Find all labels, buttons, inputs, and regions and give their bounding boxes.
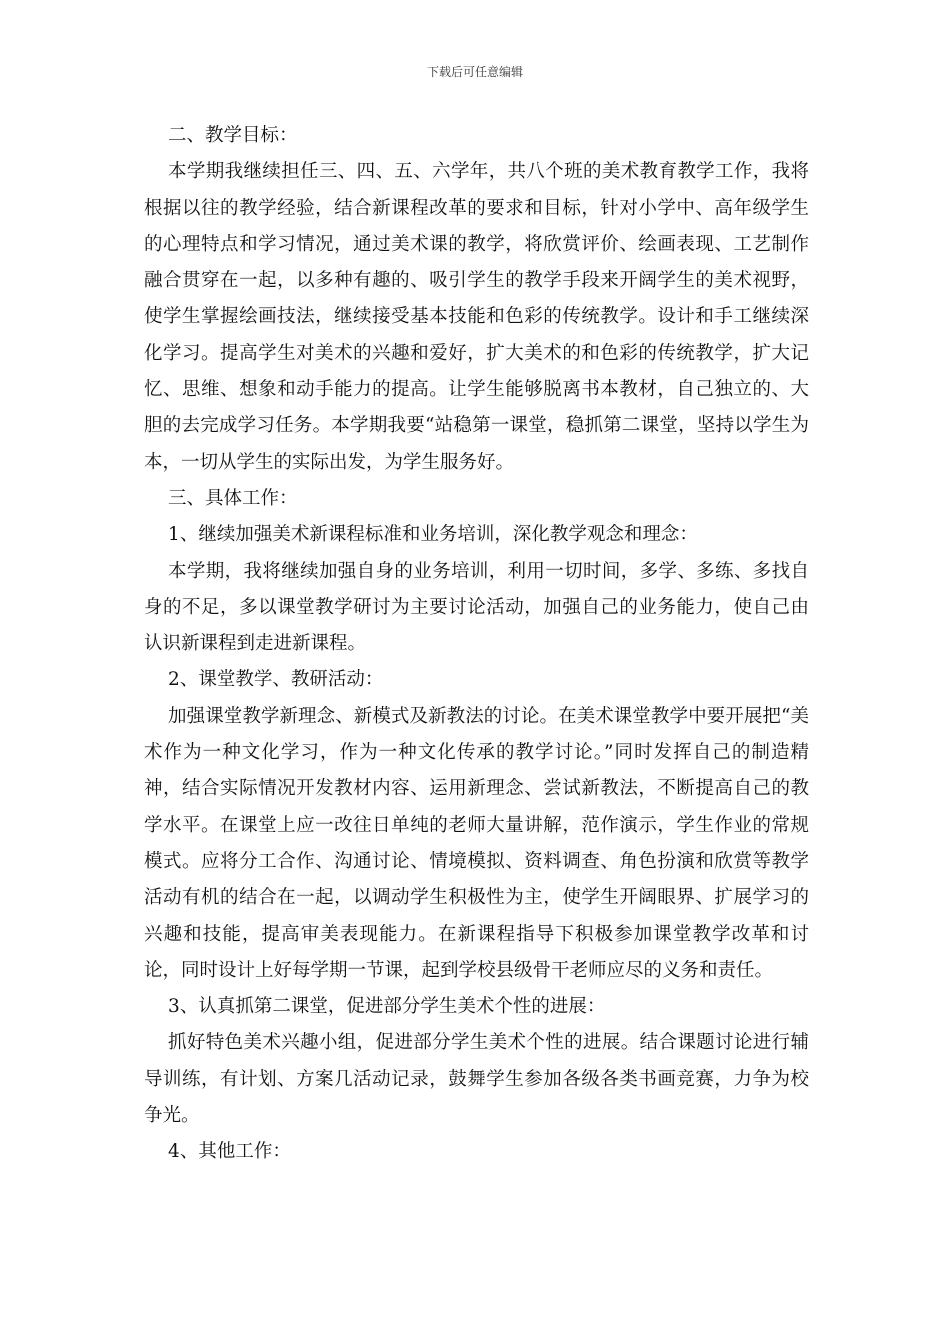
paragraph-item-3: 抓好特色美术兴趣小组，促进部分学生美术个性的进展。结合课题讨论进行辅导训练，有计划、方案几活动记录，鼓舞学生参加各级各类书画竞赛，力争为校争光。: [144, 1032, 809, 1127]
item-heading-4: 4、其他工作：: [168, 1141, 291, 1163]
paragraph-teaching-goals: 本学期我继续担任三、四、五、六学年，共八个班的美术教育教学工作，我将根据以往的教学经验，结合新课程改革的要求和目标，针对小学中、高年级学生的心理特点和学习情况，通过美术课的教学，将欣赏评价、绘画表现、工艺制作融合贯穿在一起，以多种有趣的、吸引学生的教学手段来开阔学生的美术视野，使学生掌握绘画技法，继续接受基本技能和色彩的传统教学。设计和手工继续深化学习。提高学生对美术的兴趣和爱好，扩大美术的和色彩的传统教学，扩大记忆、思维、想象和动手能力的提高。让学生能够脱离书本教材，自己独立的、大胆的去完成学习任务。本学期我要“站稳第一课堂，稳抓第二课堂，坚持以学生为本，一切从学生的实际出发，为学生服务好。: [144, 161, 809, 473]
document-body: [144, 118, 809, 1171]
page-header-note: 下载后可任意编辑: [426, 65, 523, 79]
item-heading-1: 1、继续加强美术新课程标准和业务培训，深化教学观念和理念：: [168, 524, 698, 546]
section-heading-specific-work: 三、具体工作：: [168, 487, 298, 509]
paragraph-item-2: 加强课堂教学新理念、新模式及新教法的讨论。在美术课堂教学中要开展把“美术作为一种文化学习，作为一种文化传承的教学讨论。”同时发挥自己的制造精神，结合实际情况开发教材内容、运用新理念、尝试新教法，不断提高自己的教学水平。在课堂上应一改往日单纯的老师大量讲解，范作演示，学生作业的常规模式。应将分工合作、沟通讨论、情境模拟、资料调查、角色扮演和欣赏等教学活动有机的结合在一起，以调动学生积极性为主，使学生开阔眼界、扩展学习的兴趣和技能，提高审美表现能力。在新课程指导下积极参加课堂教学改革和讨论，同时设计上好每学期一节课，起到学校县级骨干老师应尽的义务和责任。: [144, 705, 809, 981]
section-heading-teaching-goals: 二、教学目标：: [168, 125, 298, 146]
item-heading-2: 2、课堂教学、教研活动：: [168, 669, 384, 691]
paragraph-item-1: 本学期，我将继续加强自身的业务培训，利用一切时间，多学、多练、多找自身的不足，多以课堂教学研讨为主要讨论活动，加强自己的业务能力，使自己由认识新课程到走进新课程。: [144, 560, 809, 655]
item-heading-3: 3、认真抓第二课堂，促进部分学生美术个性的进展：: [168, 996, 606, 1018]
